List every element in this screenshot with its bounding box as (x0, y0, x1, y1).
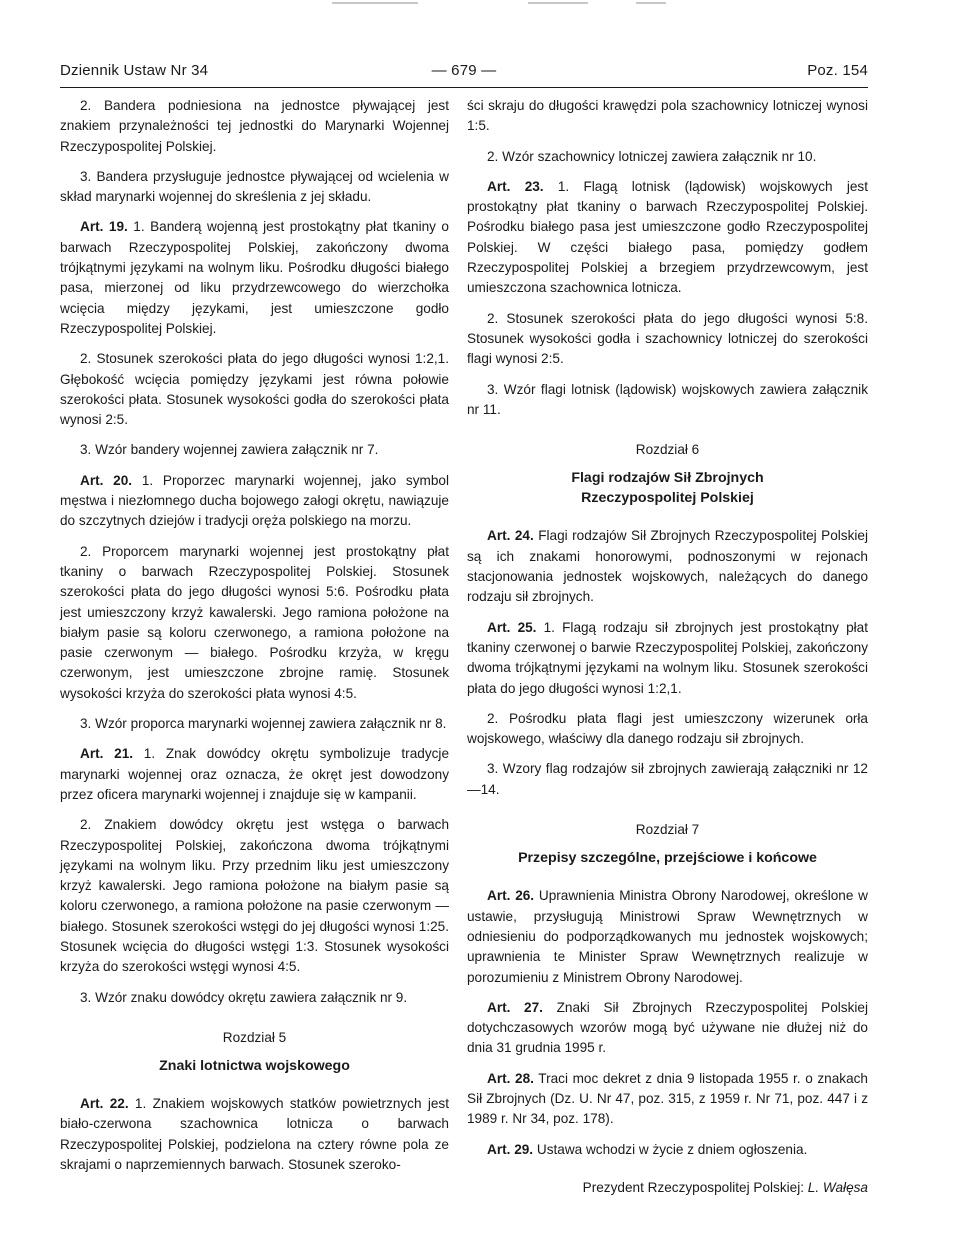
signature-name: L. Wałęsa (807, 1179, 868, 1195)
position-number: Poz. 154 (807, 62, 868, 79)
article-26 (467, 886, 868, 987)
chapter-6-title-line-2: Rzeczypospolitej Polskiej (581, 490, 754, 507)
paragraph: 3. Wzór proporca marynarki wojennej zawiera załącznik nr 8. (80, 716, 447, 732)
article-27 (467, 998, 868, 1059)
left-column (60, 96, 449, 1185)
article-text: 1. Flagą rodzaju sił zbrojnych jest prostokątny płat tkaniny czerwonej o barwie Rzeczypospolitej Polskiej, zakończony dwoma trójkątnymi językami na wolnym liku. Stosunek szerokości płata do jego długości wynosi 1:2,1. (467, 619, 868, 696)
article-label: Art. 29. (487, 1141, 534, 1157)
article-24 (467, 526, 868, 607)
article-21 (60, 744, 449, 805)
chapter-6-heading: Rozdział 6 (635, 442, 700, 458)
page-number: — 679 — (431, 62, 497, 79)
article-label: Art. 27. (487, 999, 543, 1015)
header-rule (60, 87, 868, 88)
article-label: Art. 19. (80, 219, 128, 235)
article-20 (60, 471, 449, 532)
paragraph: 2. Pośrodku płata flagi jest umieszczony wizerunek orła wojskowego, właściwy dla danego rodzaju sił zbrojnych. (467, 710, 868, 747)
article-label: Art. 21. (80, 746, 134, 762)
article-text: Znaki Sił Zbrojnych Rzeczypospolitej Polskiej dotychczasowych wzorów mogą być używane nie dłużej niż do dnia 31 grudnia 1995 r. (467, 999, 868, 1056)
paragraph: 3. Wzór bandery wojennej zawiera załącznik nr 7. (80, 442, 379, 458)
paragraph: 2. Proporcem marynarki wojennej jest prostokątny płat tkaniny o barwach Rzeczypospolitej Polskiej. Stosunek szerokości płata do jego długości wynosi 5:6. Pośrodku płata jest umieszczony krzyż kawalerski. Jego ramiona położone na białym pasie są koloru czerwonego, a ramiona położone na pasie czerwonym — białego. Pośrodku krzyża, w kręgu czerwonym, jest umieszczone zbrojne ramię. Stosunek wysokości krzyża do szerokości płata wynosi 4:5. (60, 543, 449, 701)
article-25 (467, 618, 868, 699)
article-19 (60, 217, 449, 339)
article-text: Flagi rodzajów Sił Zbrojnych Rzeczypospolitej Polskiej są ich znakami honorowymi, podnoszonymi w rejonach stacjonowania jednostek wojskowych, należących do danego rodzaju sił zbrojnych. (467, 528, 868, 605)
paragraph: 2. Wzór szachownicy lotniczej zawiera załącznik nr 10. (487, 148, 817, 164)
chapter-6-title (467, 468, 868, 508)
article-28 (467, 1069, 868, 1130)
article-label: Art. 23. (487, 178, 544, 194)
paragraph: 3. Bandera przysługuje jednostce pływającej od wcielenia w skład marynarki wojennej do skreślenia z jej składu. (60, 168, 449, 205)
article-22 (60, 1094, 449, 1175)
page-header (60, 62, 868, 84)
paragraph: 3. Wzory flag rodzajów sił zbrojnych zawierają załączniki nr 12—14. (467, 761, 868, 797)
article-label: Art. 24. (487, 528, 534, 544)
chapter-7-title: Przepisy szczególne, przejściowe i końcowe (518, 850, 817, 867)
paragraph: 3. Wzór flagi lotnisk (lądowisk) wojskowych zawiera załącznik nr 11. (467, 381, 868, 417)
chapter-5-heading: Rozdział 5 (222, 1029, 287, 1045)
paragraph: 3. Wzór znaku dowódcy okrętu zawiera załącznik nr 9. (80, 989, 408, 1005)
right-column (467, 96, 868, 1198)
chapter-7-heading: Rozdział 7 (635, 822, 700, 838)
paragraph: ści skraju do długości krawędzi pola szachownicy lotniczej wynosi 1:5. (467, 98, 868, 134)
article-label: Art. 22. (80, 1096, 129, 1112)
article-text: 1. Znak dowódcy okrętu symbolizuje tradycje marynarki wojennej oraz oznacza, że okręt jest dowodzony przez oficera marynarki wojennej i znajduje się w kampanii. (60, 746, 450, 802)
article-23 (467, 177, 868, 299)
chapter-5-title: Znaki lotnictwa wojskowego (159, 1058, 350, 1075)
paragraph: 2. Stosunek szerokości płata do jego długości wynosi 5:8. Stosunek wysokości godła i szachownicy lotniczej do szerokości flagi wynosi 2:5. (467, 310, 868, 367)
paragraph: 2. Stosunek szerokości płata do jego długości wynosi 1:2,1. Głębokość wcięcia pomiędzy językami jest równa połowie szerokości płata. Stosunek wysokości godła do szerokości płata wynosi 2:5. (60, 351, 449, 428)
chapter-6-title-line-1: Flagi rodzajów Sił Zbrojnych (571, 470, 764, 487)
signature-prefix: Prezydent Rzeczypospolitej Polskiej: (582, 1179, 808, 1195)
signature-line (467, 1178, 868, 1198)
article-text: Uprawnienia Ministra Obrony Narodowej, określone w ustawie, przysługują Ministrowi Spraw Wewnętrznych w odniesieniu do podporządkowanych mu jednostek wojskowych; uprawnienia te Minister Spraw Wewnętrznych realizuje w porozumieniu z Ministrem Obrony Narodowej. (467, 888, 868, 985)
article-29 (467, 1140, 868, 1160)
article-text: 1. Flagą lotnisk (lądowisk) wojskowych jest prostokątny płat tkaniny o barwach Rzeczypospolitej Polskiej. Pośrodku białego pasa jest umieszczone godło Rzeczypospolitej Polskiej. W części białego pasa, pomiędzy godłem Rzeczypospolitej Polskiej a brzegiem przydrzewcowym, jest umieszczona szachownica lotnicza. (467, 178, 868, 296)
article-text: 1. Znakiem wojskowych statków powietrznych jest biało-czerwona szachownica lotnicza o barwach Rzeczypospolitej Polskiej, podzielona na cztery równe pola ze skrajami o naprzemiennych barwach. Stosunek szeroko- (60, 1096, 450, 1173)
article-text: Traci moc dekret z dnia 9 listopada 1955 r. o znakach Sił Zbrojnych (Dz. U. Nr 47, poz. 315, z 1959 r. Nr 71, poz. 447 i z 1989 r. Nr 34, poz. 178). (467, 1070, 868, 1127)
article-label: Art. 26. (487, 888, 535, 904)
journal-title: Dziennik Ustaw Nr 34 (60, 62, 209, 79)
article-text: 1. Banderą wojenną jest prostokątny płat tkaniny o barwach Rzeczypospolitej Polskiej, zakończony dwoma trójkątnymi językami na wolnym liku. Pośrodku długości białego pasa, mierzonej od liku przydrzewcowego do wierzchołka wcięcia między językami, jest umieszczone godło Rzeczypospolitej Polskiej. (60, 219, 449, 336)
article-text: Ustawa wchodzi w życie z dniem ogłoszenia. (533, 1141, 808, 1157)
scan-top-marks (0, 2, 960, 8)
paragraph: 2. Bandera podniesiona na jednostce pływającej jest znakiem przynależności tej jednostki do Marynarki Wojennej Rzeczypospolitej Polskiej. (60, 98, 449, 154)
article-label: Art. 20. (80, 472, 133, 488)
article-label: Art. 25. (487, 619, 537, 635)
article-text: 1. Proporzec marynarki wojennej, jako symbol męstwa i niezłomnego ducha bojowego załogi okrętu, nawiązuje do szczytnych dziejów i tradycji oręża polskiego na morzu. (60, 472, 449, 529)
paragraph: 2. Znakiem dowódcy okrętu jest wstęga o barwach Rzeczypospolitej Polskiej, zakończona dwoma trójkątnymi językami na wolnym liku. Przy przednim liku jest umieszczony krzyż kawalerski. Jego ramiona położone na białym pasie są koloru czerwonego, a ramiona położone na pasie czerwonym — białego. Stosunek szerokości wstęgi do jej długości wynosi 1:25. Stosunek wcięcia do długości wstęgi 1:3. Stosunek wysokości krzyża do szerokości wstęgi wynosi 4:5. (60, 817, 449, 975)
article-label: Art. 28. (487, 1070, 534, 1086)
